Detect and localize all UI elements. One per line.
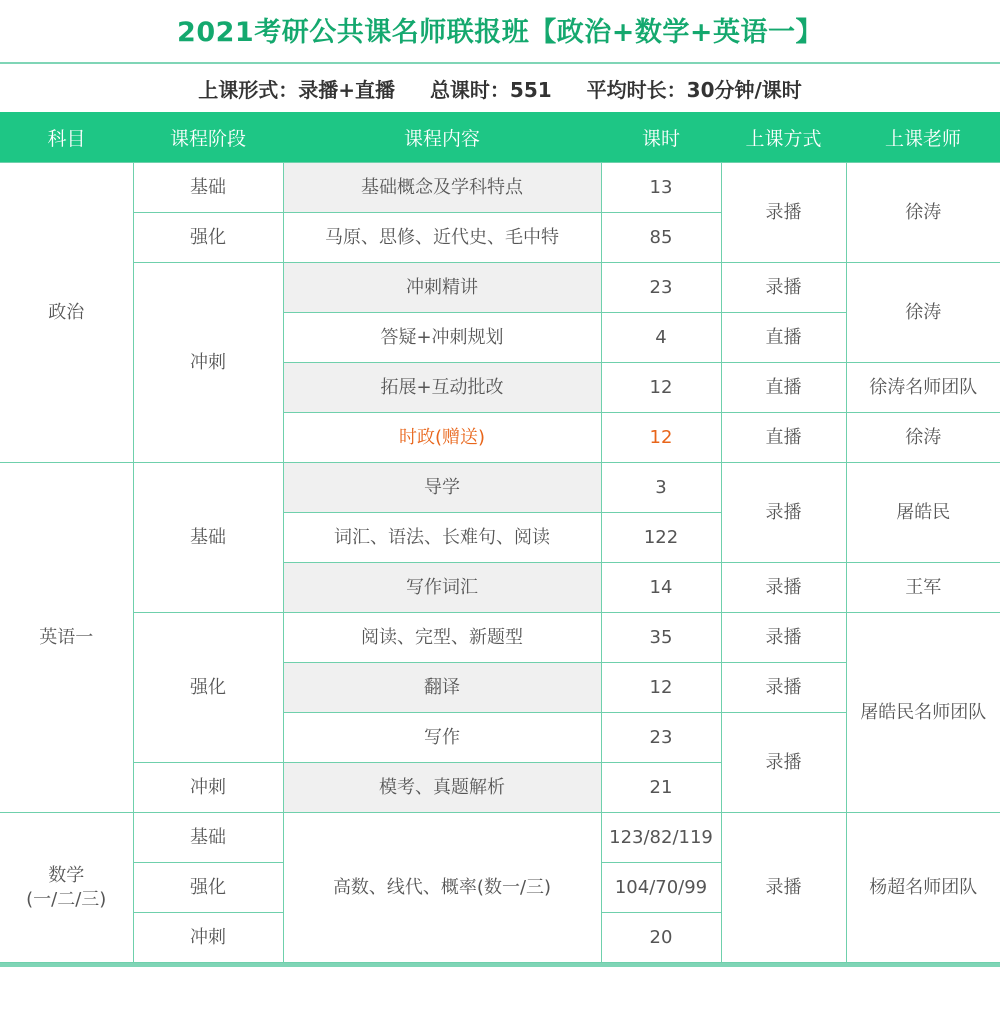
header-teacher: 上课老师 — [846, 112, 1000, 163]
method-cell: 录播 — [721, 813, 846, 963]
subject-cell: 政治 — [0, 163, 133, 463]
subject-name: 数学 — [48, 864, 85, 886]
header-stage: 课程阶段 — [133, 112, 283, 163]
content-cell: 翻译 — [283, 663, 601, 713]
method-cell: 直播 — [721, 313, 846, 363]
teacher-cell: 王军 — [846, 563, 1000, 613]
table-row — [0, 163, 1000, 213]
content-cell: 马原、思修、近代史、毛中特 — [283, 213, 601, 263]
content-cell: 词汇、语法、长难句、阅读 — [283, 513, 601, 563]
content-cell: 阅读、完型、新题型 — [283, 613, 601, 663]
stage-cell: 基础 — [133, 463, 283, 613]
teacher-cell: 徐涛 — [846, 163, 1000, 263]
content-cell: 写作词汇 — [283, 563, 601, 613]
content-cell: 冲刺精讲 — [283, 263, 601, 313]
summary-format: 上课形式：录播+直播 — [198, 78, 395, 102]
content-cell: 基础概念及学科特点 — [283, 163, 601, 213]
subject-variants: (一/二/三) — [26, 888, 107, 910]
hours-cell: 122 — [601, 513, 721, 563]
teacher-cell: 屠皓民 — [846, 463, 1000, 563]
teacher-cell: 徐涛 — [846, 263, 1000, 363]
stage-cell: 基础 — [133, 813, 283, 863]
stage-cell: 强化 — [133, 613, 283, 763]
method-cell: 录播 — [721, 563, 846, 613]
course-summary — [0, 64, 1000, 112]
hours-cell: 21 — [601, 763, 721, 813]
hours-cell: 85 — [601, 213, 721, 263]
content-cell: 答疑+冲刺规划 — [283, 313, 601, 363]
header-content: 课程内容 — [283, 112, 601, 163]
hours-cell: 104/70/99 — [601, 863, 721, 913]
table-bottom-divider — [0, 963, 1000, 967]
hours-cell: 12 — [601, 663, 721, 713]
page-title: 2021考研公共课名师联报班【政治+数学+英语一】 — [177, 17, 823, 48]
table-row — [0, 263, 1000, 313]
header-hours: 课时 — [601, 112, 721, 163]
stage-cell: 基础 — [133, 163, 283, 213]
content-cell: 高数、线代、概率(数一/三) — [283, 813, 601, 963]
stage-cell: 强化 — [133, 863, 283, 913]
hours-cell-highlight: 12 — [601, 413, 721, 463]
course-schedule-table — [0, 112, 1000, 963]
header-method: 上课方式 — [721, 112, 846, 163]
method-cell: 直播 — [721, 363, 846, 413]
hours-cell: 35 — [601, 613, 721, 663]
stage-cell: 冲刺 — [133, 263, 283, 463]
method-cell: 录播 — [721, 263, 846, 313]
stage-cell: 强化 — [133, 213, 283, 263]
hours-cell: 123/82/119 — [601, 813, 721, 863]
content-cell: 模考、真题解析 — [283, 763, 601, 813]
content-cell: 写作 — [283, 713, 601, 763]
stage-cell: 冲刺 — [133, 913, 283, 963]
subject-cell: 英语一 — [0, 463, 133, 813]
hours-cell: 12 — [601, 363, 721, 413]
table-header-row — [0, 112, 1000, 163]
table-row — [0, 463, 1000, 513]
hours-cell: 4 — [601, 313, 721, 363]
hours-cell: 3 — [601, 463, 721, 513]
table-row — [0, 613, 1000, 663]
hours-cell: 23 — [601, 713, 721, 763]
teacher-cell: 屠皓民名师团队 — [846, 613, 1000, 813]
method-cell: 录播 — [721, 713, 846, 813]
hours-cell: 20 — [601, 913, 721, 963]
summary-total-hours: 总课时：551 — [429, 78, 552, 102]
hours-cell: 23 — [601, 263, 721, 313]
subject-cell — [0, 813, 133, 963]
content-cell-highlight: 时政(赠送) — [283, 413, 601, 463]
method-cell: 录播 — [721, 663, 846, 713]
method-cell: 直播 — [721, 413, 846, 463]
hours-cell: 13 — [601, 163, 721, 213]
summary-average-duration: 平均时长：30分钟/课时 — [586, 78, 802, 102]
teacher-cell: 徐涛 — [846, 413, 1000, 463]
method-cell: 录播 — [721, 163, 846, 263]
method-cell: 录播 — [721, 463, 846, 563]
content-cell: 导学 — [283, 463, 601, 513]
hours-cell: 14 — [601, 563, 721, 613]
teacher-cell: 杨超名师团队 — [846, 813, 1000, 963]
stage-cell: 冲刺 — [133, 763, 283, 813]
teacher-cell: 徐涛名师团队 — [846, 363, 1000, 413]
header-subject: 科目 — [0, 112, 133, 163]
table-row — [0, 813, 1000, 863]
content-cell: 拓展+互动批改 — [283, 363, 601, 413]
method-cell: 录播 — [721, 613, 846, 663]
